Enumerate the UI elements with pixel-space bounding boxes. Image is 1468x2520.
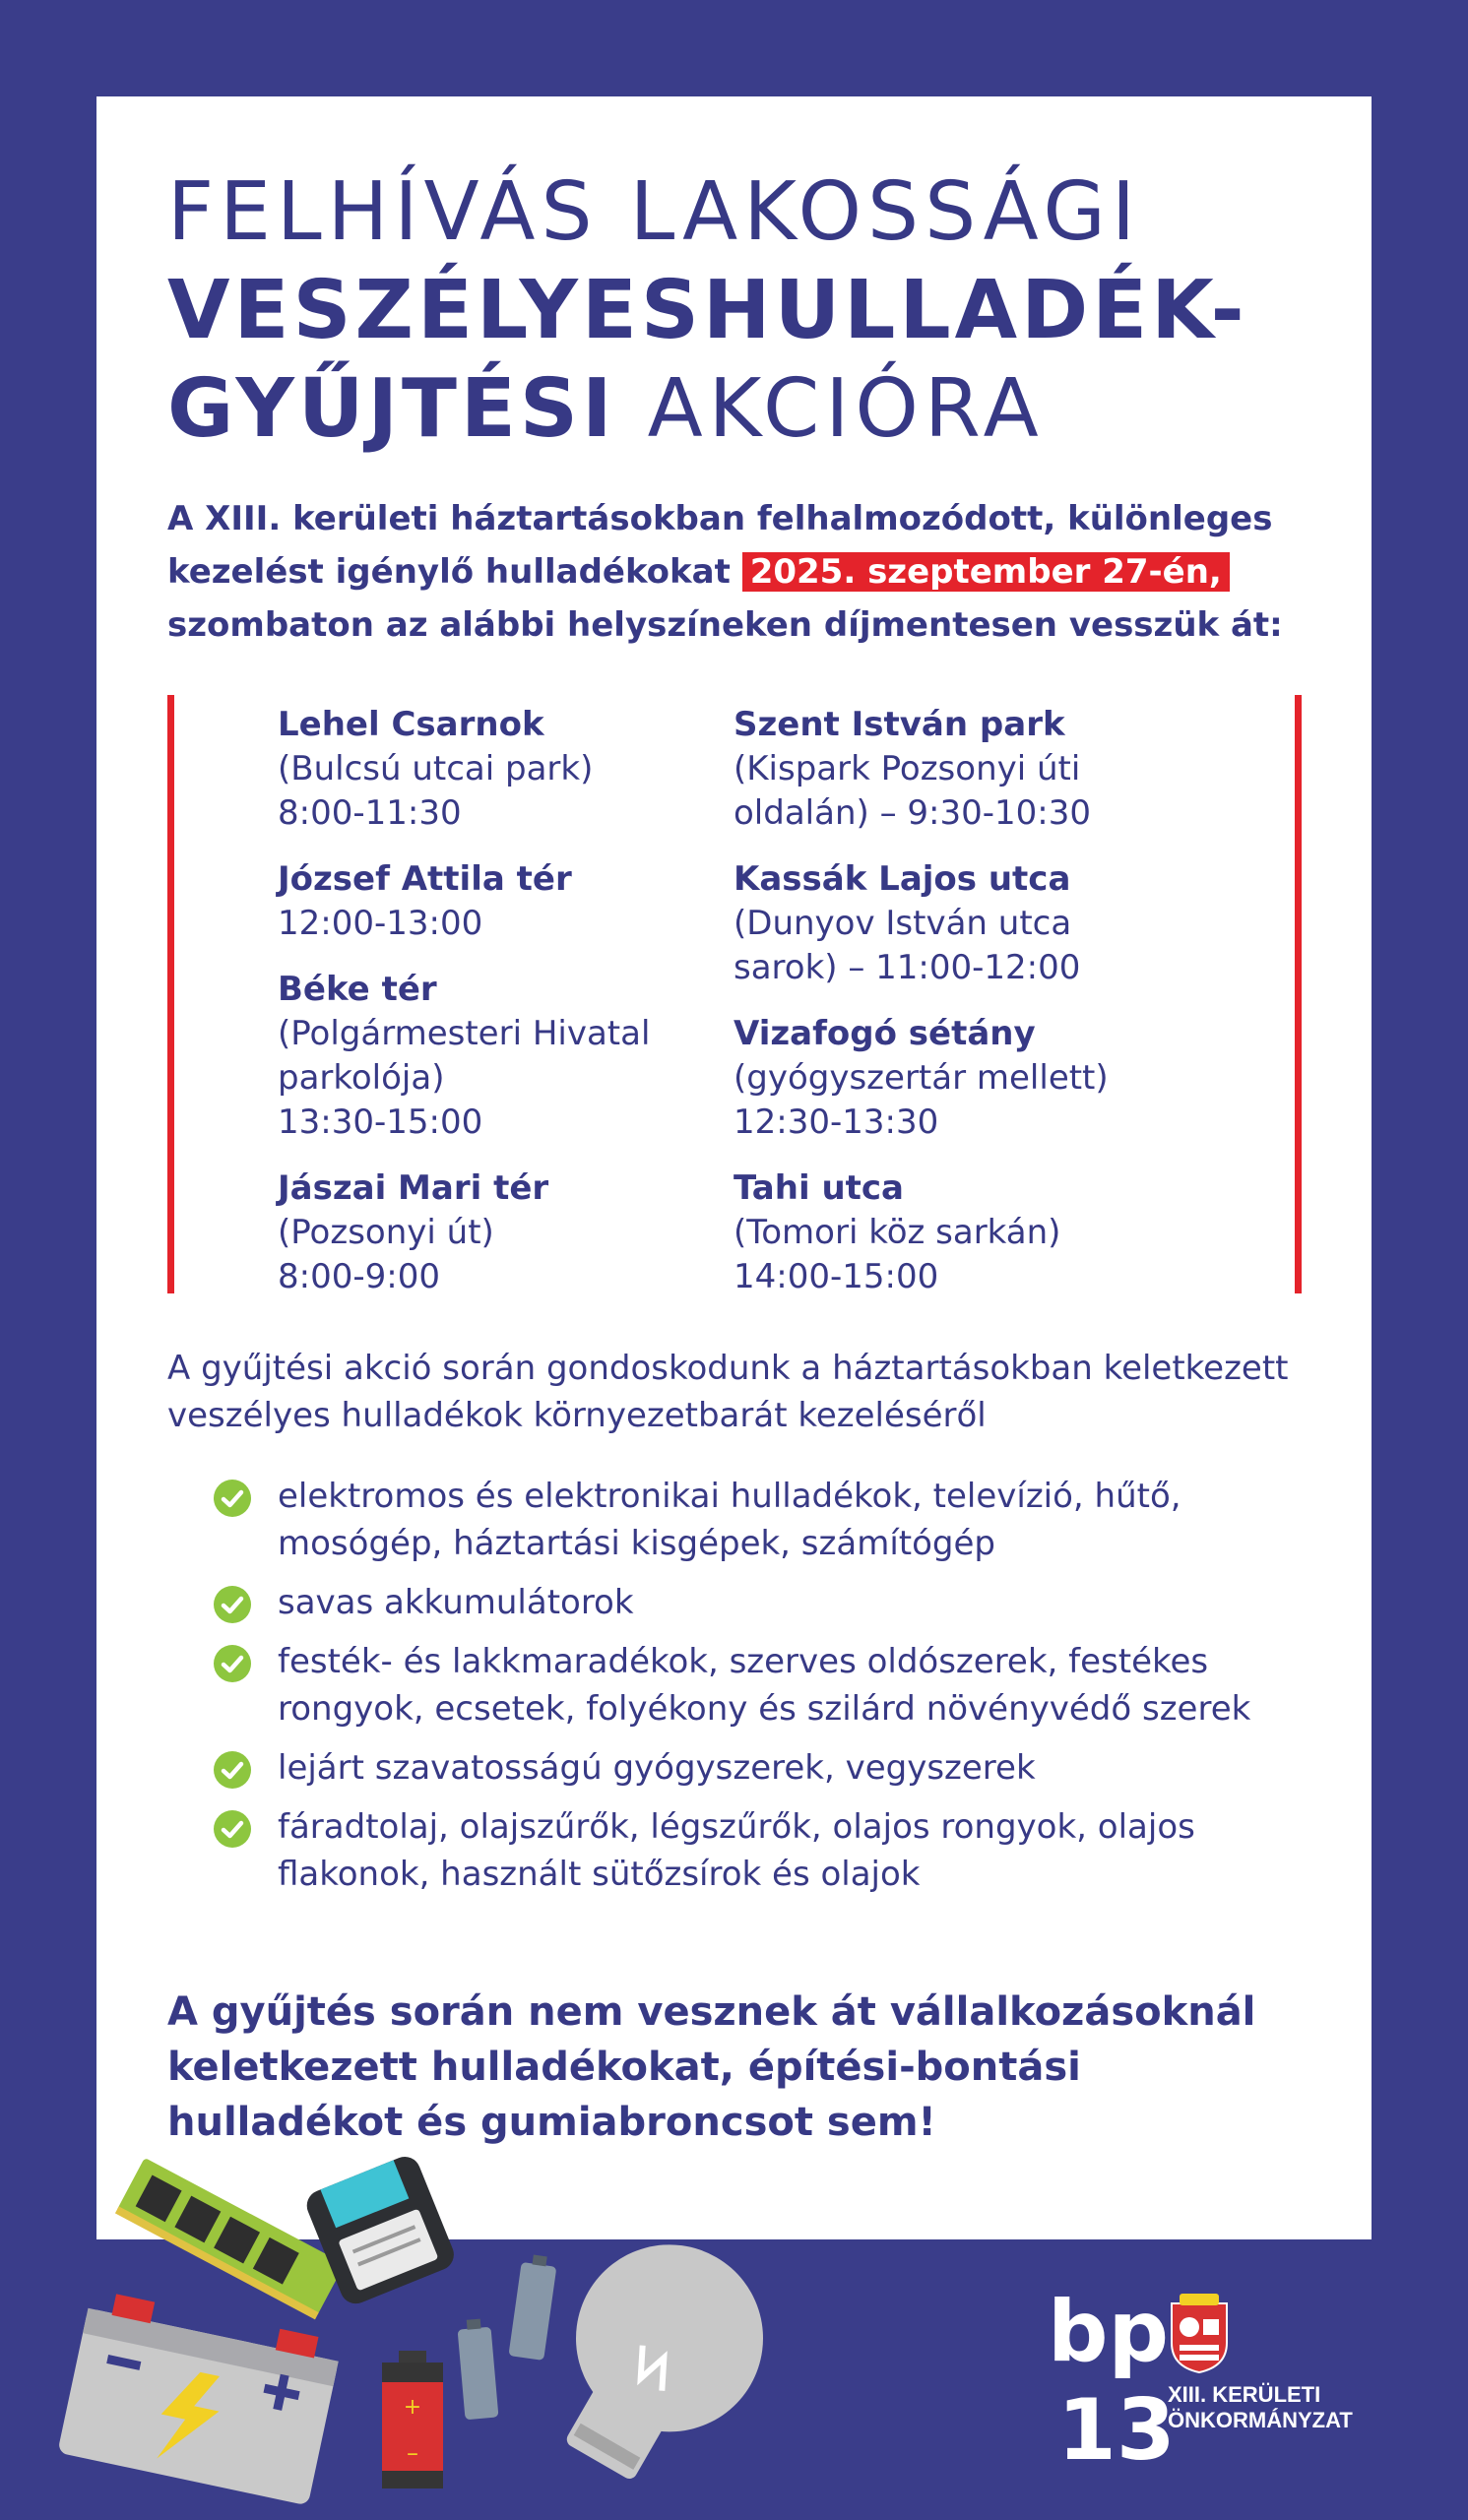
title-line-1: FELHÍVÁS LAKOSSÁGI (167, 165, 1142, 259)
location-name: Béke tér (278, 970, 437, 1009)
location-details: (Bulcsú utcai park) 8:00-11:30 (278, 749, 594, 833)
intro-text (167, 492, 1329, 652)
intro-after: szombaton az alábbi helyszíneken díjmentesen vesszük át: (167, 605, 1283, 645)
title-line-3-light: AKCIÓRA (615, 362, 1045, 456)
check-circle-icon (213, 1585, 252, 1624)
bp13-mark-icon (1044, 2283, 1176, 2480)
waste-list (213, 1473, 1315, 1910)
locations-box (167, 695, 1302, 1296)
list-item (213, 1638, 1315, 1732)
location-name: Vizafogó sétány (734, 1014, 1036, 1053)
list-item-text: fáradtolaj, olajszűrők, légszűrők, olajos rongyok, olajos flakonok, használt sütőzsírok és olajok (278, 1807, 1195, 1894)
locations-left-column (278, 703, 711, 1321)
bp13-logo (1044, 2283, 1398, 2480)
check-circle-icon (213, 1479, 252, 1518)
list-item (213, 1579, 1315, 1626)
location-name: József Attila tér (278, 859, 572, 899)
list-item-text: lejárt szavatosságú gyógyszerek, vegyszerek (278, 1748, 1036, 1788)
date-highlight: 2025. szeptember 27-én, (742, 552, 1230, 592)
logo-mark-bottom: 13 (1057, 2381, 1176, 2480)
location-details: (Kispark Pozsonyi úti oldalán) – 9:30-10:30 (734, 749, 1091, 833)
light-bulb-icon (517, 2211, 798, 2509)
location-item (278, 857, 711, 946)
svg-text:+: + (403, 2395, 422, 2420)
location-item (278, 968, 711, 1145)
location-item (734, 1012, 1226, 1145)
location-item (278, 703, 711, 836)
organization-name (1168, 2382, 1353, 2433)
main-card (96, 96, 1372, 2239)
grey-battery-icon (457, 2318, 499, 2421)
coat-of-arms-icon (1168, 2294, 1231, 2374)
location-details: (Polgármesteri Hivatal parkolója) 13:30-15:00 (278, 1014, 651, 1142)
waste-illustration (0, 2126, 807, 2520)
location-item (734, 703, 1226, 836)
intro-before: A XIII. kerületi háztartásokban felhalmozódott, különleges kezelést igénylő hulladékokat (167, 499, 1273, 592)
car-battery-icon (57, 2289, 343, 2505)
location-name: Szent István park (734, 705, 1065, 744)
list-item (213, 1473, 1315, 1567)
location-details: (Dunyov István utca sarok) – 11:00-12:00 (734, 904, 1081, 987)
locations-right-column (734, 703, 1226, 1321)
location-name: Lehel Csarnok (278, 705, 544, 744)
location-item (278, 1166, 711, 1299)
check-circle-icon (213, 1750, 252, 1790)
location-details: (Pozsonyi út) 8:00-9:00 (278, 1213, 494, 1296)
location-name: Tahi utca (734, 1168, 905, 1208)
org-line-1: XIII. KERÜLETI (1168, 2382, 1321, 2407)
page-title (167, 163, 1248, 459)
org-line-2: ÖNKORMÁNYZAT (1168, 2408, 1353, 2432)
title-line-2: VESZÉLYESHULLADÉK- (167, 264, 1248, 357)
location-details: (Tomori köz sarkán) 14:00-15:00 (734, 1213, 1061, 1296)
location-details: 12:00-13:00 (278, 904, 483, 943)
description-text: A gyűjtési akció során gondoskodunk a háztartásokban keletkezett veszélyes hulladékok környezetbarát kezeléséről (167, 1349, 1289, 1435)
list-item-text: festék- és lakkmaradékok, szerves oldószerek, festékes rongyok, ecsetek, folyékony és szilárd növényvédő szerek (278, 1642, 1251, 1729)
right-red-bar (1295, 695, 1302, 1293)
location-name: Jászai Mari tér (278, 1168, 549, 1208)
title-line-3-bold: GYŰJTÉSI (167, 362, 616, 456)
grey-battery-icon (508, 2253, 557, 2361)
location-item (734, 857, 1226, 990)
location-item (734, 1166, 1226, 1299)
location-details: (gyógyszertár mellett) 12:30-13:30 (734, 1058, 1109, 1142)
ram-stick-icon (115, 2158, 345, 2319)
logo-mark-top: bp (1048, 2283, 1170, 2381)
check-circle-icon (213, 1809, 252, 1849)
list-item (213, 1803, 1315, 1898)
list-item-text: savas akkumulátorok (278, 1583, 634, 1622)
check-circle-icon (213, 1644, 252, 1683)
location-name: Kassák Lajos utca (734, 859, 1071, 899)
left-red-bar (167, 695, 174, 1293)
svg-text:–: – (407, 2439, 418, 2467)
red-battery-icon (382, 2351, 443, 2488)
list-item-text: elektromos és elektronikai hulladékok, televízió, hűtő, mosógép, háztartási kisgépek, számítógép (278, 1477, 1181, 1563)
list-item (213, 1744, 1315, 1792)
footer-note: A gyűjtés során nem vesznek át vállalkozásoknál keletkezett hulladékokat, építési-bontási hulladékot és gumiabroncsot sem! (167, 1989, 1256, 2145)
